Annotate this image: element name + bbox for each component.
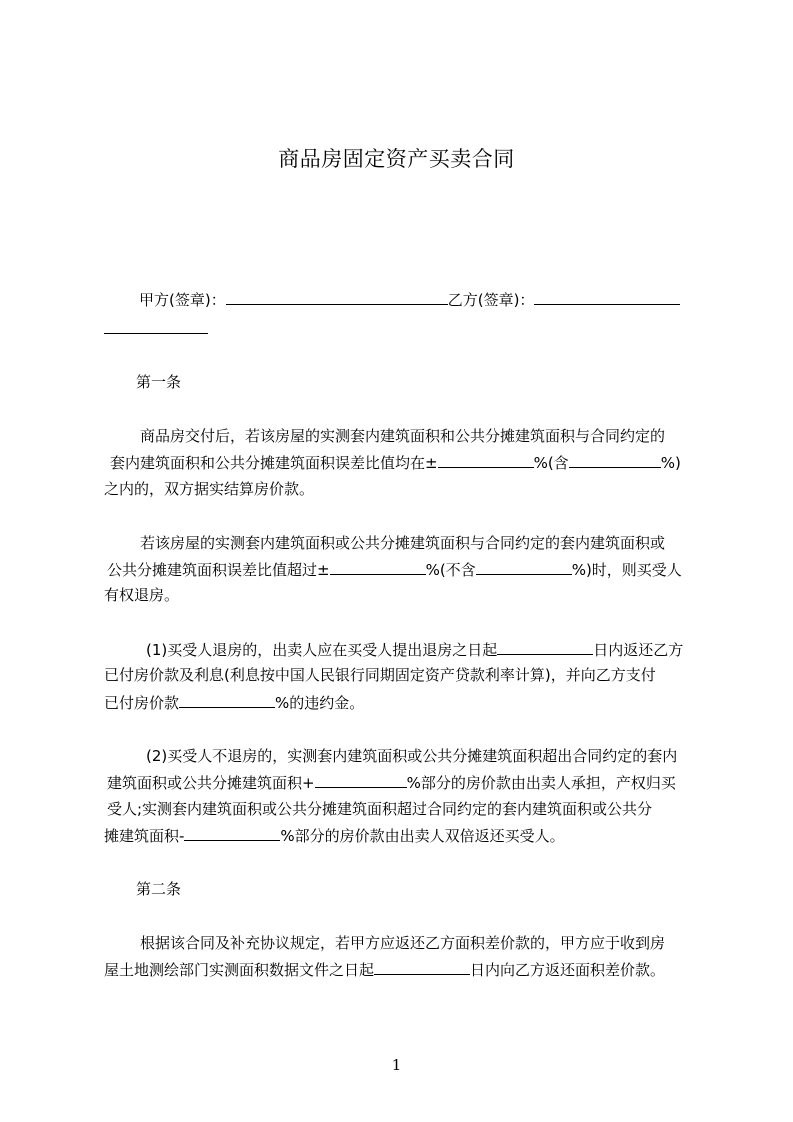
article-2-paragraph-1-line-2 <box>104 959 665 980</box>
article-2-paragraph-1-line-1: 根据该合同及补充协议规定，若甲方应返还乙方面积差价款的，甲方应于收到房 <box>140 934 666 952</box>
article-1-item-2-line-2 <box>107 772 676 793</box>
article-1-item-2-line-3: 受人;实测套内建筑面积或公共分摊建筑面积超过合同约定的套内建筑面积或公共分 <box>107 800 653 818</box>
tolerance-blank-inclusive-2[interactable] <box>569 452 661 468</box>
text-segment: 日内向乙方返还面积差价款。 <box>470 961 666 979</box>
party-signature-line <box>139 289 680 310</box>
article-1-paragraph-1-line-2 <box>110 452 681 473</box>
text-segment: (1)买受人退房的，出卖人应在买受人提出退房之日起 <box>146 641 498 659</box>
text-segment: 套内建筑面积和公共分摊建筑面积误差比值均在± <box>110 454 438 472</box>
document-title: 商品房固定资产买卖合同 <box>278 147 515 171</box>
party-a-signature-blank[interactable] <box>226 289 448 305</box>
refund-days-blank[interactable] <box>497 639 593 655</box>
article-1-paragraph-2-line-3: 有权退房。 <box>104 586 180 604</box>
text-segment: %) <box>660 454 681 472</box>
article-1-item-1-line-3 <box>104 692 364 713</box>
tolerance-blank-exclusive[interactable] <box>330 559 426 575</box>
text-segment: %(含 <box>533 454 569 472</box>
article-1-paragraph-2-line-2 <box>107 559 682 580</box>
tolerance-blank-inclusive[interactable] <box>438 452 534 468</box>
article-1-paragraph-2-line-1: 若该房屋的实测套内建筑面积或公共分摊建筑面积与合同约定的套内建筑面积或 <box>140 534 666 552</box>
article-1-paragraph-1-line-1: 商品房交付后，若该房屋的实测套内建筑面积和公共分摊建筑面积与合同约定的 <box>140 427 666 445</box>
party-a-label: 甲方(签章)： <box>139 291 226 309</box>
party-b-signature-blank[interactable] <box>534 289 680 305</box>
text-segment: %部分的房价款由出卖人承担，产权归买 <box>406 774 676 792</box>
text-segment: 日内返还乙方 <box>593 641 684 659</box>
article-1-item-1-line-2: 已付房价款及利息(利息按中国人民银行同期固定资产贷款利率计算)，并向乙方支付 <box>104 666 656 684</box>
party-b-signature-blank-continued[interactable] <box>104 318 208 334</box>
text-segment: 屋土地测绘部门实测面积数据文件之日起 <box>104 961 375 979</box>
tolerance-blank-exclusive-2[interactable] <box>476 559 572 575</box>
text-segment: %部分的房价款由出卖人双倍返还买受人。 <box>280 827 565 845</box>
article-1-paragraph-1-line-3: 之内的，双方据实结算房价款。 <box>104 480 315 498</box>
party-b-label: 乙方(签章)： <box>447 291 535 309</box>
excess-percent-blank[interactable] <box>315 772 407 788</box>
article-1-item-2-line-1: (2)买受人不退房的，实测套内建筑面积或公共分摊建筑面积超出合同约定的套内 <box>146 747 678 765</box>
article-1-item-2-line-4 <box>104 825 565 846</box>
text-segment: %(不含 <box>425 561 476 579</box>
text-segment: 公共分摊建筑面积误差比值超过± <box>107 561 330 579</box>
area-refund-days-blank[interactable] <box>374 959 470 975</box>
article-1-heading: 第一条 <box>136 373 182 391</box>
article-2-heading: 第二条 <box>136 880 182 898</box>
text-segment: %的违约金。 <box>275 694 365 712</box>
text-segment: 摊建筑面积- <box>104 827 185 845</box>
party-signature-continuation <box>104 318 208 339</box>
text-segment: 建筑面积或公共分摊建筑面积+ <box>107 774 315 792</box>
text-segment: %)时，则买受人 <box>571 561 682 579</box>
shortfall-percent-blank[interactable] <box>184 825 280 841</box>
page-number: 1 <box>391 1056 402 1074</box>
text-segment: 已付房价款 <box>104 694 180 712</box>
penalty-percent-blank[interactable] <box>179 692 275 708</box>
article-1-item-1-line-1 <box>146 639 683 660</box>
